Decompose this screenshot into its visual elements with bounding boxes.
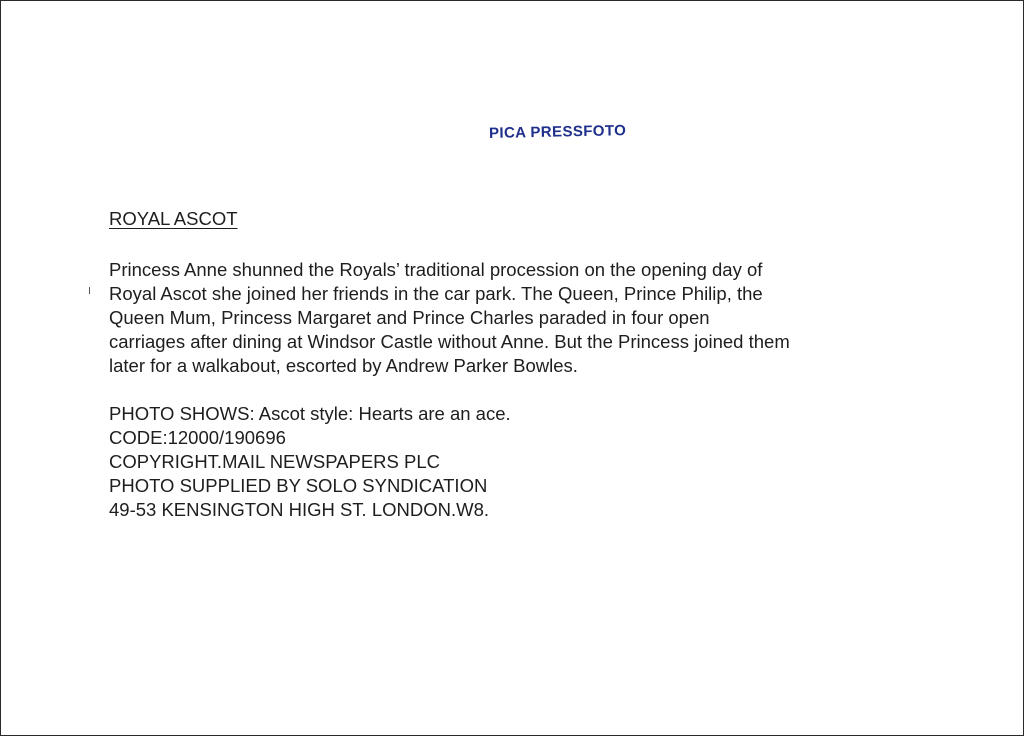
- caption-heading: ROYAL ASCOT: [109, 208, 238, 229]
- supplier-line: PHOTO SUPPLIED BY SOLO SYNDICATION: [109, 475, 488, 496]
- body-line: later for a walkabout, escorted by Andrew Parker Bowles.: [109, 355, 578, 376]
- body-line: Royal Ascot she joined her friends in the car park. The Queen, Prince Philip, the: [109, 283, 763, 304]
- photo-shows-line: PHOTO SHOWS: Ascot style: Hearts are an ace.: [109, 403, 511, 424]
- body-line: carriages after dining at Windsor Castle without Anne. But the Princess joined them: [109, 331, 790, 352]
- body-line: Queen Mum, Princess Margaret and Prince Charles paraded in four open: [109, 307, 710, 328]
- caption-body: [109, 258, 909, 378]
- code-line: CODE:12000/190696: [109, 427, 286, 448]
- agency-stamp: PICA PRESSFOTO: [488, 122, 627, 142]
- stray-mark: [89, 287, 90, 294]
- caption-credits: [109, 402, 511, 522]
- address-line: 49-53 KENSINGTON HIGH ST. LONDON.W8.: [109, 499, 490, 520]
- body-line: Princess Anne shunned the Royals’ traditional procession on the opening day of: [109, 259, 763, 280]
- copyright-line: COPYRIGHT.MAIL NEWSPAPERS PLC: [109, 451, 441, 472]
